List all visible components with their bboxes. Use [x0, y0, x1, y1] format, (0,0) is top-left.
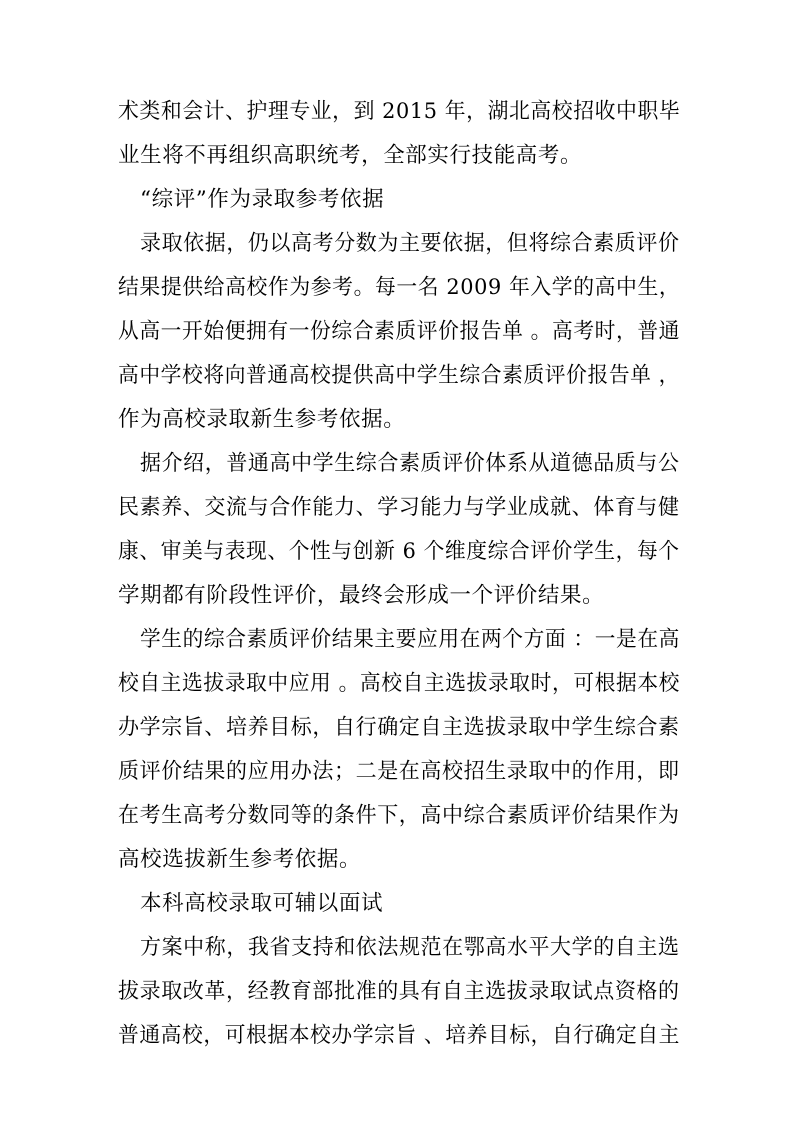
text-line: 结果提供给高校作为参考。每一名 2009 年入学的高中生， — [118, 275, 680, 300]
text-line: 办学宗旨、培养目标，自行确定自主选拔录取中学生综合素 — [118, 715, 680, 740]
text-line: 高中学校将向普通高校提供高中学生综合素质评价报告单 ， — [118, 363, 680, 388]
text-line: 业生将不再组织高职统考，全部实行技能高考。 — [118, 143, 583, 168]
text-line: 据介绍，普通高中学生综合素质评价体系从道德品质与公 — [140, 451, 680, 476]
section-heading: 本科高校录取可辅以面试 — [140, 891, 384, 916]
text-line: 康、审美与表现、个性与创新 6 个维度综合评价学生，每个 — [118, 539, 680, 564]
text-line: 民素养、交流与合作能力、学习能力与学业成就、体育与健 — [118, 495, 680, 520]
text-line: 质评价结果的应用办法；二是在高校招生录取中的作用，即 — [118, 759, 680, 784]
text-line: 术类和会计、护理专业，到 2015 年，湖北高校招收中职毕 — [118, 99, 680, 124]
text-line: 学生的综合素质评价结果主要应用在两个方面 ：一是在高 — [140, 627, 680, 652]
text-line: 方案中称，我省支持和依法规范在鄂高水平大学的自主选 — [140, 935, 680, 960]
text-line: 普通高校，可根据本校办学宗旨 、培养目标，自行确定自主 — [118, 1023, 680, 1048]
text-line: 从高一开始便拥有一份综合素质评价报告单 。高考时，普通 — [118, 319, 680, 344]
text-line: 作为高校录取新生参考依据。 — [118, 407, 406, 432]
text-line: 拔录取改革，经教育部批准的具有自主选拔录取试点资格的 — [118, 979, 680, 1004]
text-line: 录取依据，仍以高考分数为主要依据，但将综合素质评价 — [140, 231, 680, 256]
text-line: 学期都有阶段性评价，最终会形成一个评价结果。 — [118, 583, 605, 608]
section-heading: “综评”作为录取参考依据 — [140, 187, 385, 212]
text-line: 校自主选拔录取中应用 。高校自主选拔录取时，可根据本校 — [118, 671, 680, 696]
text-line: 在考生高考分数同等的条件下，高中综合素质评价结果作为 — [118, 803, 680, 828]
text-line: 高校选拔新生参考依据。 — [118, 847, 362, 872]
